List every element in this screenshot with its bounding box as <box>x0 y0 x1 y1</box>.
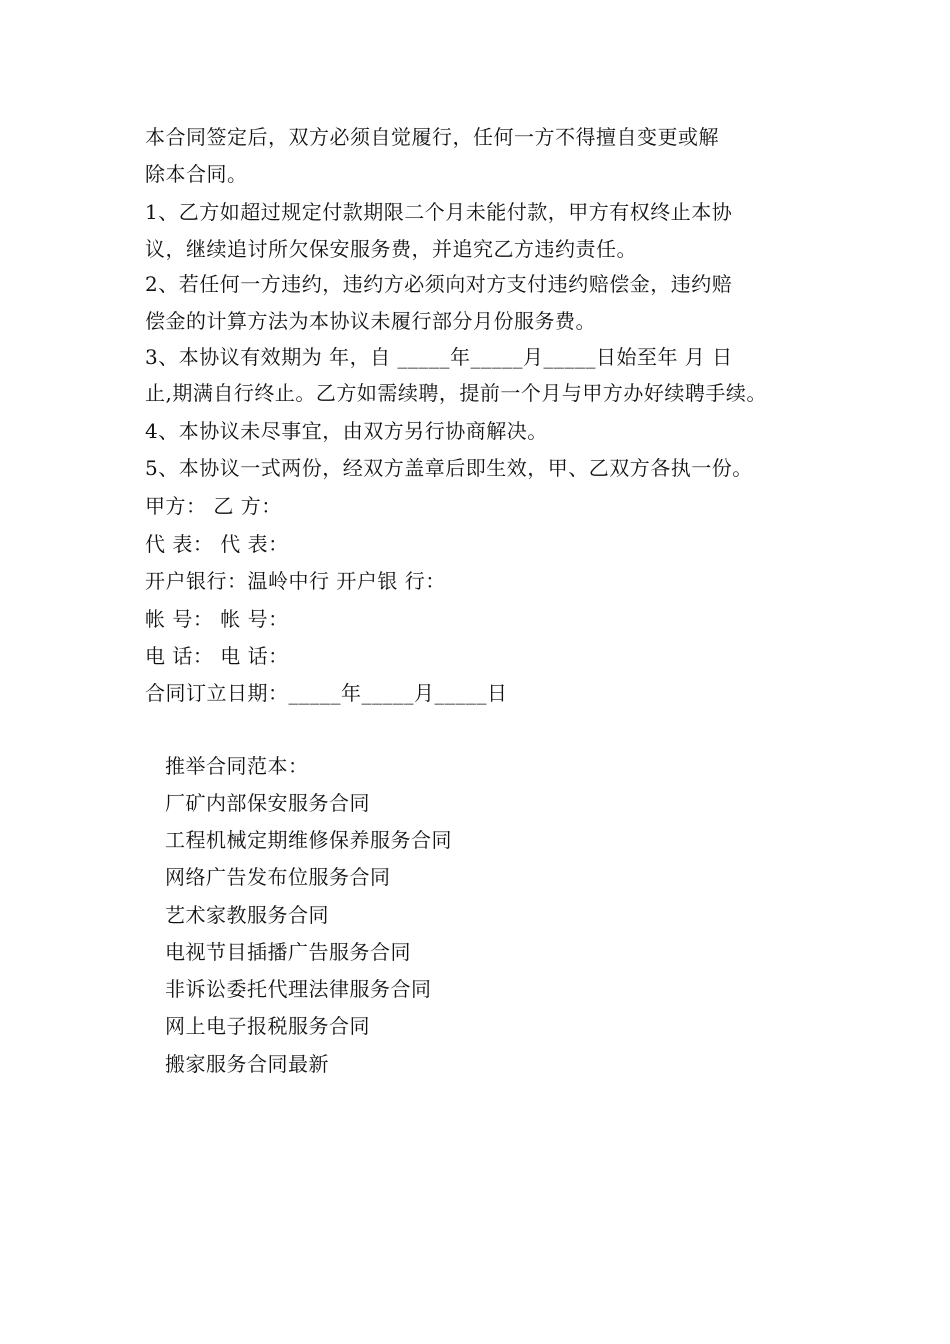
recommend-title: 推举合同范本： <box>165 754 309 778</box>
signature-line: 电 话： 电 话： <box>145 644 289 668</box>
clause-line: 止,期满自行终止。乙方如需续聘，提前一个月与甲方办好续聘手续。 <box>145 381 767 405</box>
signature-line: 帐 号： 帐 号： <box>145 607 289 631</box>
recommend-item: 搬家服务合同最新 <box>165 1052 329 1076</box>
clause-line: 议，继续追讨所欠保安服务费，并追究乙方违约责任。 <box>145 237 637 261</box>
recommend-item: 艺术家教服务合同 <box>165 903 329 927</box>
recommend-item: 电视节目插播广告服务合同 <box>165 940 411 964</box>
clause-line: 3、本协议有效期为 年，自 _____年_____月_____日始至年 月 日 <box>145 345 733 369</box>
signature-line: 开户银行：温岭中行 开户银 行： <box>145 569 446 593</box>
clause-line: 偿金的计算方法为本协议未履行部分月份服务费。 <box>145 309 596 333</box>
clause-line: 除本合同。 <box>145 162 248 186</box>
recommend-item: 厂矿内部保安服务合同 <box>165 791 370 815</box>
clause-line: 本合同签定后，双方必须自觉履行，任何一方不得擅自变更或解 <box>145 125 719 149</box>
signature-line: 甲方： 乙 方： <box>145 494 282 518</box>
clause-line: 2、若任何一方违约，违约方必须向对方支付违约赔偿金，违约赔 <box>145 272 733 296</box>
signing-date-line: 合同订立日期：_____年_____月_____日 <box>145 681 508 705</box>
recommend-item: 网上电子报税服务合同 <box>165 1014 370 1038</box>
clause-line: 5、本协议一式两份，经双方盖章后即生效，甲、乙双方各执一份。 <box>145 456 753 480</box>
clause-line: 4、本协议未尽事宜，由双方另行协商解决。 <box>145 419 548 443</box>
recommend-item: 非诉讼委托代理法律服务合同 <box>165 977 432 1001</box>
clause-line: 1、乙方如超过规定付款期限二个月未能付款，甲方有权终止本协 <box>145 200 733 224</box>
signature-line: 代 表： 代 表： <box>145 532 289 556</box>
recommend-item: 网络广告发布位服务合同 <box>165 865 391 889</box>
recommend-item: 工程机械定期维修保养服务合同 <box>165 828 452 852</box>
